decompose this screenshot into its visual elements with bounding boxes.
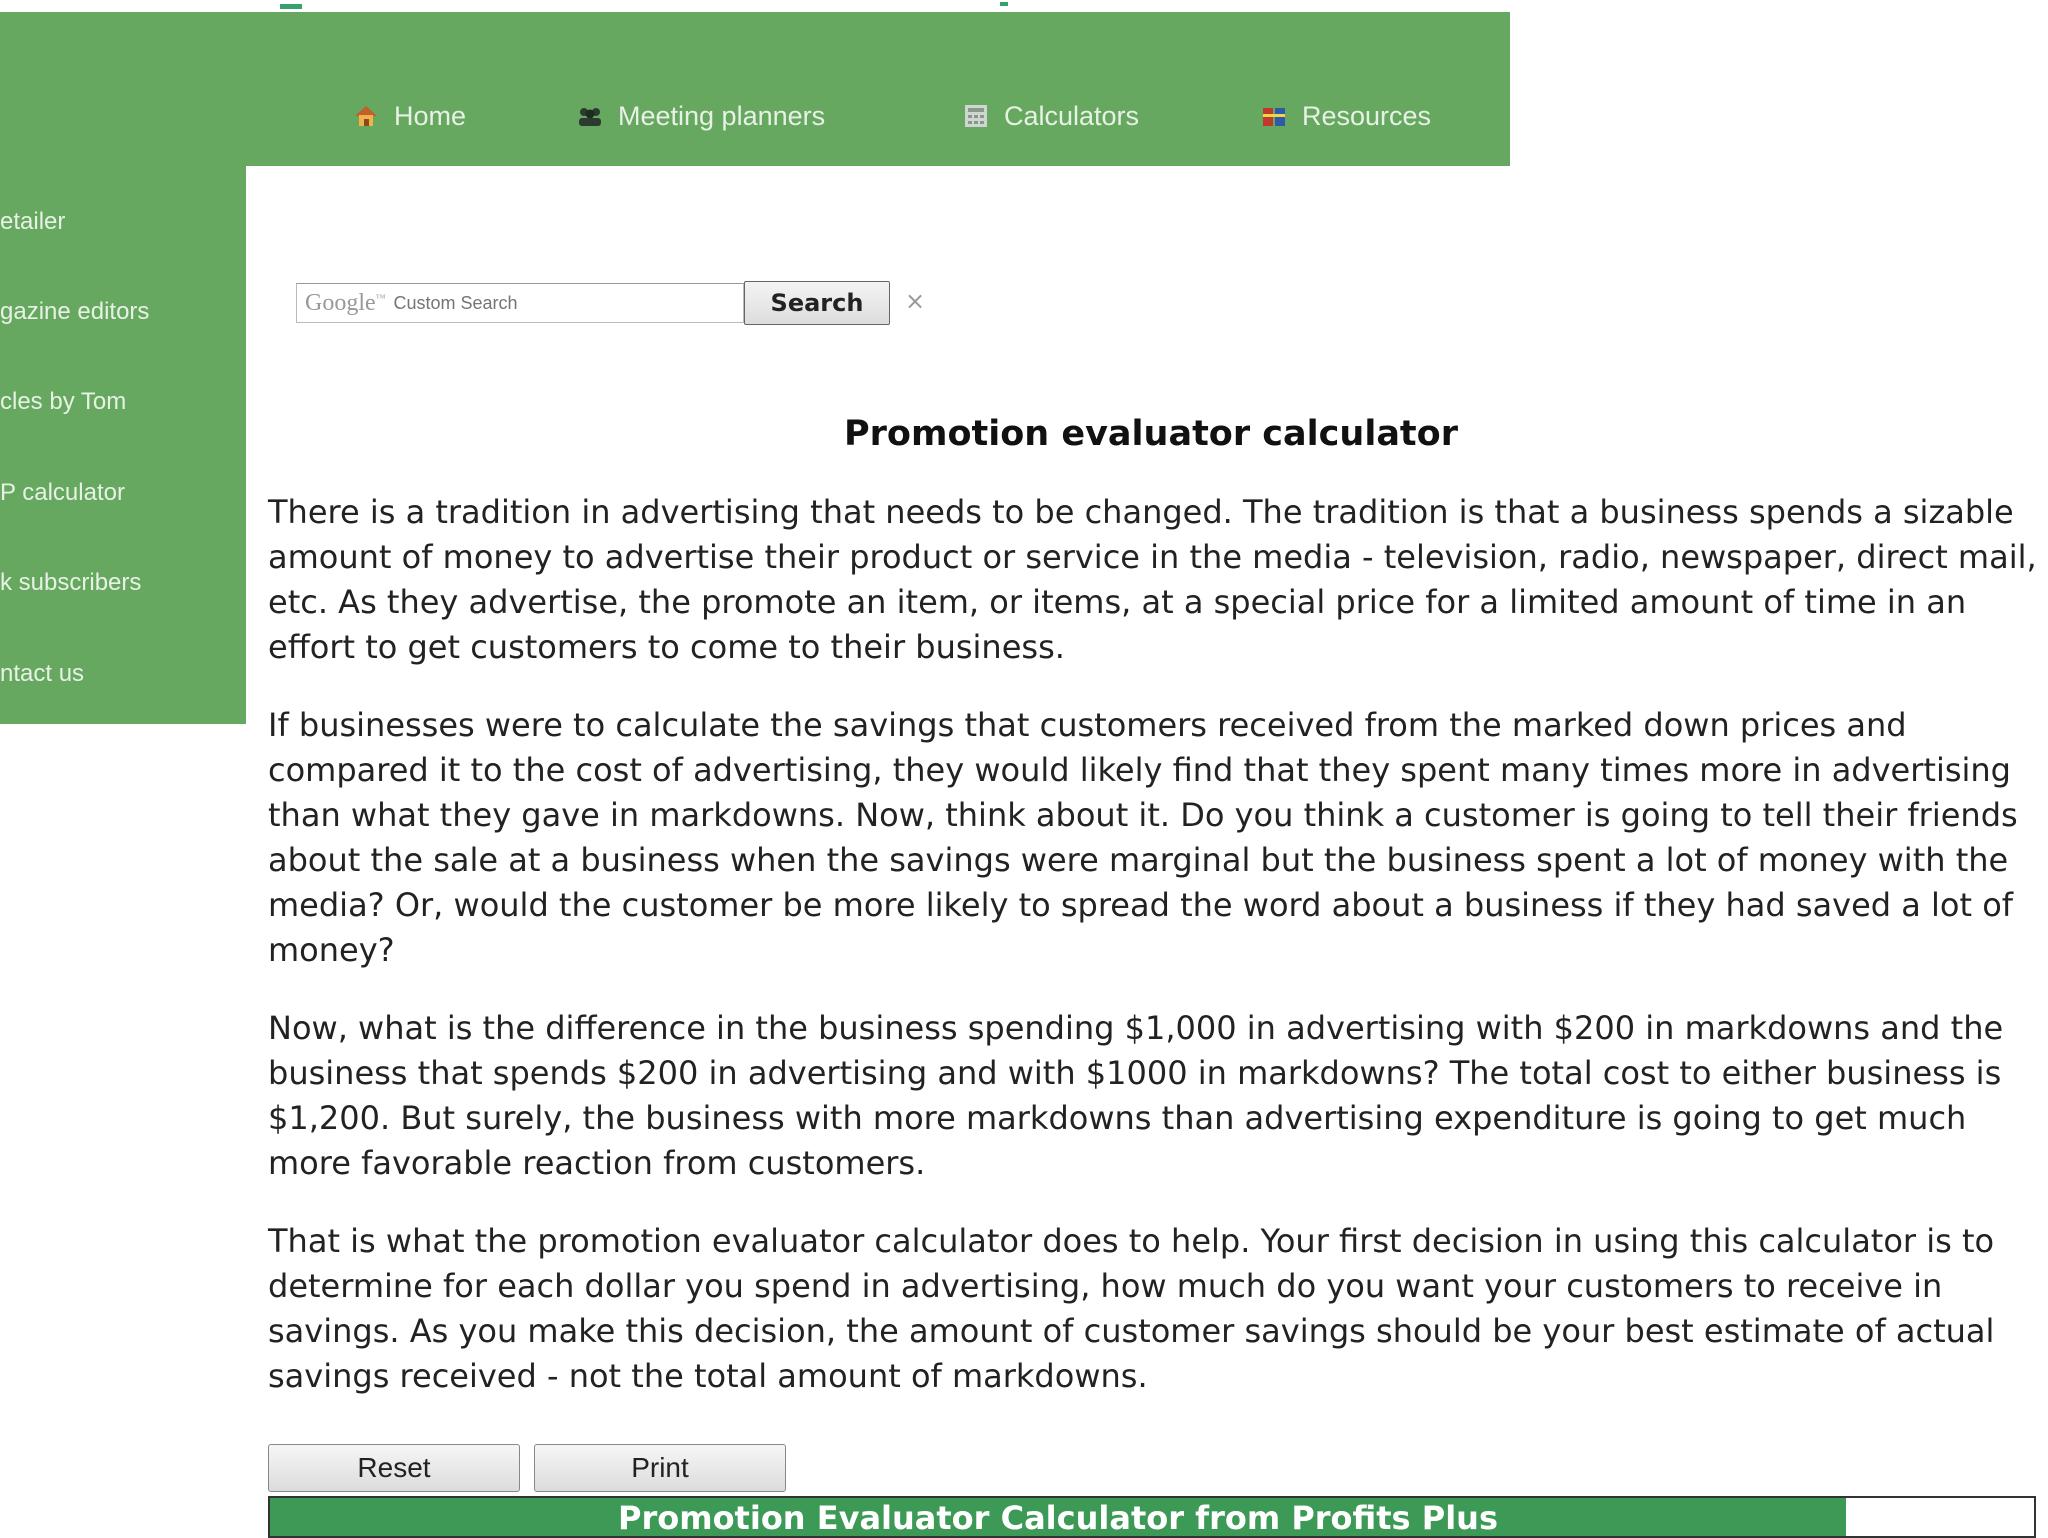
- clear-search-icon[interactable]: ×: [904, 287, 926, 315]
- sidebar-item-articles-by-tom[interactable]: cles by Tom: [0, 388, 127, 415]
- people-icon: [576, 102, 604, 130]
- home-icon: [352, 102, 380, 130]
- search-box: [296, 283, 744, 323]
- sidebar-item-magazine-editors[interactable]: gazine editors: [0, 298, 150, 325]
- sidebar-item-subscribers[interactable]: k subscribers: [0, 569, 142, 596]
- calculator-icon: [962, 102, 990, 130]
- nav-item-resources[interactable]: [1260, 88, 1431, 144]
- article-paragraph: If businesses were to calculate the savings that customers received from the marked down prices and compared it to the cost of advertising, they would likely find that they spent many times more in advertising than what they gave in markdowns. Now, think about it. Do you think a customer is going to tell their friends about the sale at a business when the savings were marginal but the business spent a lot of money with the media? Or, would the customer be more likely to spread the word about a business if they had saved a lot of money?: [268, 706, 2018, 969]
- left-sidebar: [0, 166, 246, 724]
- google-logo: Google™: [305, 289, 386, 316]
- article-body: [268, 490, 2040, 1432]
- print-button[interactable]: Print: [534, 1444, 786, 1492]
- calculator-header-title: Promotion Evaluator Calculator from Profits Plus: [618, 1499, 1498, 1537]
- sidebar-item-retailer[interactable]: etailer: [0, 208, 66, 235]
- reset-button[interactable]: Reset: [268, 1444, 520, 1492]
- sidebar-item-contact-us[interactable]: ntact us: [0, 660, 85, 687]
- logo-fragment: [280, 0, 302, 9]
- search-input[interactable]: [393, 293, 693, 314]
- nav-item-calculators[interactable]: [962, 88, 1139, 144]
- page-title: Promotion evaluator calculator: [844, 414, 1458, 454]
- article-paragraph: Now, what is the difference in the business spending $1,000 in advertising with $200 in markdowns and the business that spends $200 in advertising and with $1000 in markdowns? The total cost to either business is $1,200. But surely, the business with more markdowns than advertising expenditure is going to get much more favorable reaction from customers.: [268, 1009, 2004, 1182]
- books-icon: [1260, 102, 1288, 130]
- search-button[interactable]: Search: [744, 281, 890, 325]
- nav-item-meeting-planners[interactable]: [576, 88, 825, 144]
- nav-item-label: Home: [394, 100, 467, 131]
- nav-item-label: Resources: [1302, 100, 1432, 131]
- calculator-header: [268, 1496, 2036, 1538]
- top-strip: [0, 0, 1510, 10]
- nav-item-home[interactable]: [352, 88, 466, 144]
- top-navigation: [0, 12, 1510, 166]
- nav-item-label: Calculators: [1004, 100, 1140, 131]
- nav-item-label: Meeting planners: [618, 100, 826, 131]
- logo-fragment-secondary: [1000, 0, 1008, 6]
- calculator-actions: [268, 1444, 786, 1492]
- calculator-header-band: [270, 1498, 1846, 1536]
- sidebar-item-calculator[interactable]: P calculator: [0, 479, 125, 506]
- article-paragraph: That is what the promotion evaluator calculator does to help. Your first decision in using this calculator is to determine for each dollar you spend in advertising, how much do you want your customers to receive in savings. As you make this decision, the amount of customer savings should be your best estimate of actual savings received - not the total amount of markdowns.: [268, 1222, 1995, 1395]
- article-paragraph: There is a tradition in advertising that needs to be changed. The tradition is that a business spends a sizable amount of money to advertise their product or service in the media - television, radio, newspaper, direct mail, etc. As they advertise, the promote an item, or items, at a special price for a limited amount of time in an effort to get customers to come to their business.: [268, 493, 2037, 666]
